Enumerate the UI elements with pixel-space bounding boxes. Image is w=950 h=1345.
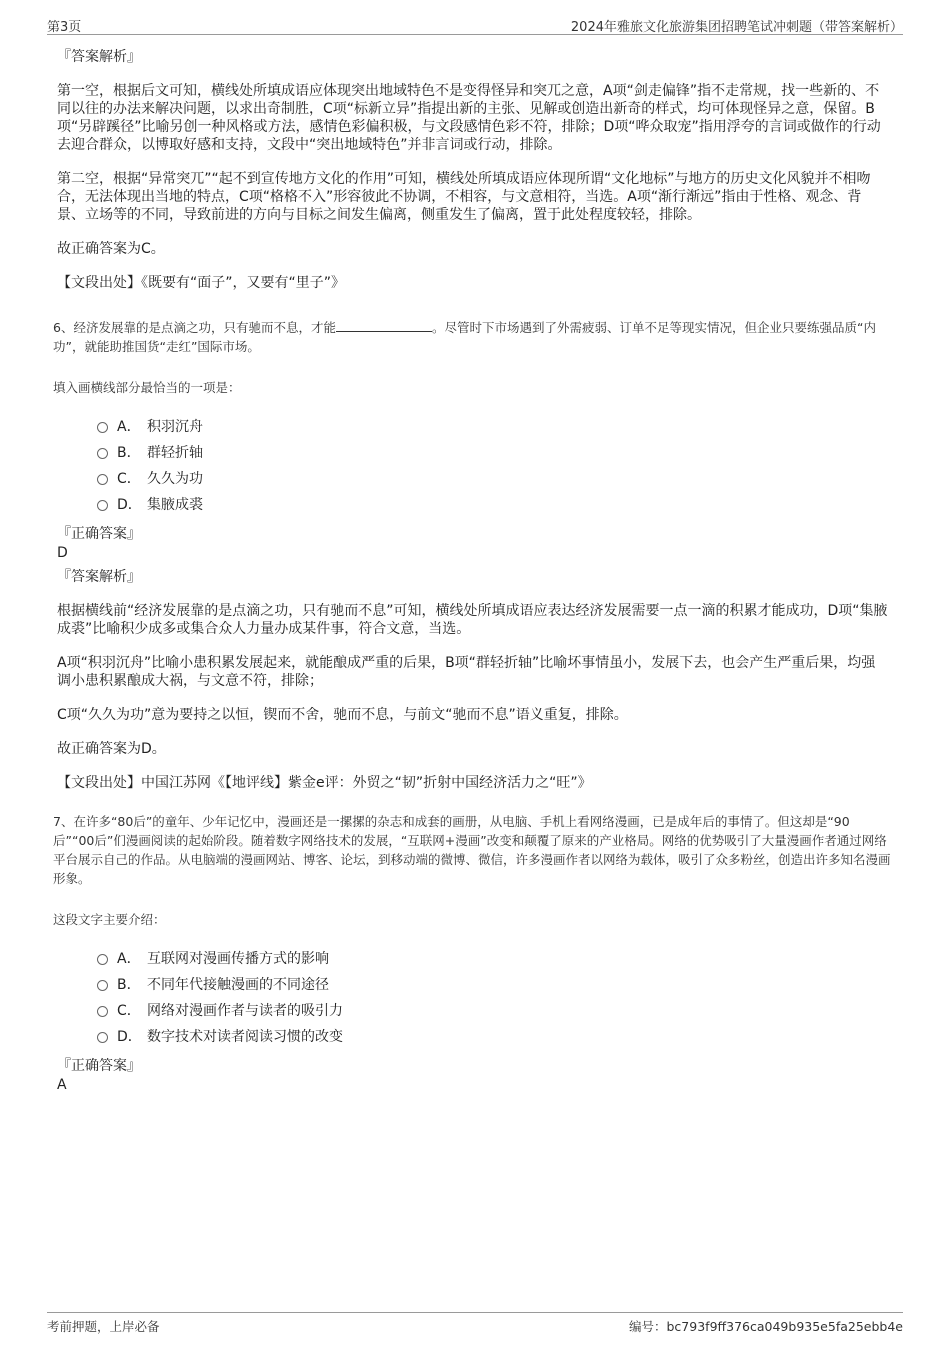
correct-answer-label: 『正确答案』 — [57, 526, 141, 542]
option-a[interactable]: A． 积羽沉舟 — [97, 414, 897, 440]
question-prompt: 这段文字主要介绍： — [53, 912, 166, 927]
correct-answer: D — [57, 545, 68, 561]
analysis-label: 『答案解析』 — [57, 49, 141, 65]
option-a[interactable]: A． 互联网对漫画传播方式的影响 — [97, 946, 897, 972]
radio-icon[interactable] — [97, 448, 108, 459]
document-body — [53, 46, 897, 1098]
radio-icon[interactable] — [97, 500, 108, 511]
source-note: 【文段出处】中国江苏网《【地评线】紫金e评：外贸之“韧”折射中国经济活力之“旺”》 — [57, 775, 592, 791]
footer-slogan: 考前押题，上岸必备 — [47, 1319, 160, 1334]
option-d[interactable]: D． 数字技术对读者阅读习惯的改变 — [97, 1024, 897, 1050]
analysis-paragraph: 第二空，根据“异常突兀”“起不到宣传地方文化的作用”可知，横线处所填成语应体现所谓“文化地标”与地方的历史文化风貌并不相吻合，无法体现出当地的特点，C项“格格不入”形容彼此不协调，不相容，与文意相符，当选。A项“渐行渐远”指由于性格、观念、背景、立场等的不同，导致前进的方向与目标之间发生偏离，侧重发生了偏离，置于此处程度较轻，排除。 — [57, 171, 871, 223]
radio-icon[interactable] — [97, 1032, 108, 1043]
source-note: 【文段出处】《既要有“面子”，又要有“里子”》 — [57, 275, 346, 291]
options-list — [97, 414, 897, 518]
analysis-paragraph: 第一空，根据后文可知，横线处所填成语应体现突出地域特色不是变得怪异和突兀之意，A项“剑走偏锋”指不走常规，找一些新的、不同以往的办法来解决问题，以求出奇制胜，C项“标新立异”指提出新的主张、见解或创造出新奇的样式，均可体现怪异之意，保留。B项“另辟蹊径”比喻另创一种风格或方法，感情色彩偏积极，与文段感情色彩不符，排除；D项“哗众取宠”指用浮夸的言词或做作的行动去迎合群众，以博取好感和支持，文段中“突出地域特色”并非言词或行动，排除。 — [57, 83, 881, 153]
radio-icon[interactable] — [97, 980, 108, 991]
analysis-label: 『答案解析』 — [57, 569, 141, 585]
radio-icon[interactable] — [97, 422, 108, 433]
question-6-stem — [53, 318, 891, 356]
conclusion: 故正确答案为D。 — [57, 741, 166, 757]
page-number: 第3页 — [47, 20, 82, 35]
options-list — [97, 946, 897, 1050]
analysis-paragraph: A项“积羽沉舟”比喻小患积累发展起来，就能酿成严重的后果，B项“群轻折轴”比喻坏事情虽小，发展下去，也会产生严重后果，均强调小患积累酿成大祸，与文意不符，排除； — [57, 655, 876, 689]
analysis-paragraph: 根据横线前“经济发展靠的是点滴之功，只有驰而不息”可知，横线处所填成语应表达经济发展需要一点一滴的积累才能成功，D项“集腋成裘”比喻积少成多或集合众人力量办成某件事，符合文意，当选。 — [57, 603, 888, 637]
option-c[interactable]: C． 网络对漫画作者与读者的吸引力 — [97, 998, 897, 1024]
question-stem-part: 。尽管时下市场遇到了外需疲弱、订单不足等现实情况，但企业只要练强品质“内功”，就能助推国货“走红”国际市场。 — [53, 320, 876, 354]
page-header — [47, 14, 903, 35]
question-stem-part: 6、经济发展靠的是点滴之功，只有驰而不息，才能 — [53, 320, 336, 335]
analysis-paragraph: C项“久久为功”意为要持之以恒，锲而不舍，驰而不息，与前文“驰而不息”语义重复，排除。 — [57, 707, 628, 723]
radio-icon[interactable] — [97, 474, 108, 485]
option-b[interactable]: B． 不同年代接触漫画的不同途径 — [97, 972, 897, 998]
conclusion: 故正确答案为C。 — [57, 241, 165, 257]
document-id: 编号：bc793f9ff376ca049b935e5fa25ebb4e — [629, 1319, 903, 1334]
option-b[interactable]: B． 群轻折轴 — [97, 440, 897, 466]
page-footer — [47, 1312, 903, 1335]
question-prompt: 填入画横线部分最恰当的一项是： — [53, 380, 241, 395]
question-7-stem: 7、在许多“80后”的童年、少年记忆中，漫画还是一摞摞的杂志和成套的画册，从电脑、手机上看网络漫画，已是成年后的事情了。但这却是“90后”“00后”们漫画阅读的起始阶段。随着数字网络技术的发展，“互联网+漫画”改变和颠覆了原来的产业格局。网络的优势吸引了大量漫画作者通过网络平台展示自己的作品。从电脑端的漫画网站、博客、论坛，到移动端的微博、微信，许多漫画作者以网络为载体，吸引了众多粉丝，创造出许多知名漫画形象。 — [53, 814, 891, 886]
radio-icon[interactable] — [97, 954, 108, 965]
correct-answer-label: 『正确答案』 — [57, 1058, 141, 1074]
document-title: 2024年雅旅文化旅游集团招聘笔试冲刺题（带答案解析） — [570, 20, 903, 35]
radio-icon[interactable] — [97, 1006, 108, 1017]
option-d[interactable]: D． 集腋成裘 — [97, 492, 897, 518]
correct-answer: A — [57, 1077, 67, 1093]
option-c[interactable]: C． 久久为功 — [97, 466, 897, 492]
blank-line — [336, 319, 432, 332]
